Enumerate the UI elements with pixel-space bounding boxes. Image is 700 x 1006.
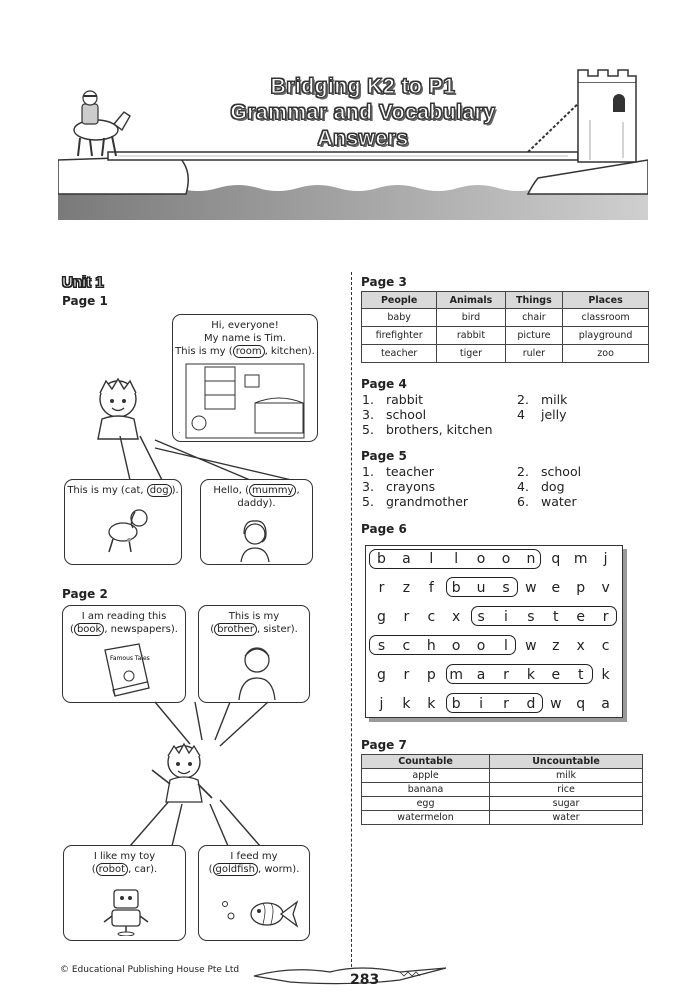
- table-cell: playground: [563, 327, 649, 345]
- table-row: [362, 309, 649, 327]
- grid-letter: o: [451, 638, 461, 654]
- grid-letter: n: [526, 551, 536, 567]
- grid-letter: r: [503, 696, 509, 712]
- title-line-3: Answers: [317, 127, 409, 150]
- unit-title: Unit 1: [62, 274, 104, 291]
- tim-line-2: My name is Tim.: [204, 333, 286, 344]
- table-cell: bird: [437, 309, 505, 327]
- grid-letter: c: [601, 638, 610, 654]
- grid-letter: g: [377, 667, 386, 683]
- goldfish-speech-bubble: [198, 845, 310, 941]
- title-line-2: Grammar and Vocabulary: [230, 101, 496, 124]
- table-cell: banana: [362, 783, 490, 797]
- brother-line-2: [199, 623, 309, 636]
- mother-icon: [235, 518, 275, 562]
- grid-letter: l: [429, 551, 434, 567]
- page7-header-uncountable: Uncountable: [490, 755, 643, 769]
- mummy-speech-bubble: [200, 479, 313, 565]
- grid-letter: b: [451, 696, 461, 712]
- goldfish-line-b: , worm).: [257, 864, 300, 875]
- grid-letter: b: [451, 580, 461, 596]
- table-row: [362, 783, 643, 797]
- circled-answer-room: room: [233, 345, 265, 358]
- grid-letter: w: [550, 696, 562, 712]
- table-cell: sugar: [490, 797, 643, 811]
- answer-text: dog: [541, 479, 565, 494]
- table-row: [362, 327, 649, 345]
- grid-letter: w: [525, 638, 537, 654]
- grid-letter: p: [576, 580, 586, 596]
- mummy-line-2: daddy).: [237, 498, 276, 509]
- grid-letter: t: [553, 609, 559, 625]
- robot-line-b: , car).: [128, 864, 158, 875]
- grid-letter: c: [402, 638, 411, 654]
- grid-letter: r: [503, 667, 509, 683]
- answer-number: 2.: [517, 392, 529, 407]
- table-cell: water: [490, 811, 643, 825]
- robot-speech-bubble: [63, 845, 186, 941]
- grid-letter: i: [504, 609, 508, 625]
- answer-text: rabbit: [386, 392, 424, 407]
- grid-letter: d: [526, 696, 536, 712]
- page3-header-people: People: [362, 292, 437, 309]
- table-cell: watermelon: [362, 811, 490, 825]
- dog-speech-bubble: [64, 479, 182, 565]
- table-row: [362, 769, 643, 783]
- dog-line-a: This is my (cat,: [67, 485, 147, 496]
- table-cell: ruler: [505, 345, 563, 363]
- page3-table: [361, 291, 649, 363]
- copyright-notice: © Educational Publishing House Pte Ltd: [60, 965, 240, 975]
- grid-letter: a: [601, 696, 610, 712]
- mummy-line-a: Hello, (: [213, 485, 249, 496]
- tim-line-3-a: This is my: [175, 346, 229, 357]
- column-divider: [351, 272, 352, 972]
- grid-letter: r: [403, 667, 410, 683]
- goldfish-icon: [217, 886, 303, 938]
- robot-line-2: [64, 863, 185, 876]
- grid-letter: v: [601, 580, 610, 596]
- grid-letter: e: [551, 580, 561, 596]
- answer-text: teacher: [386, 464, 434, 479]
- table-row: [362, 797, 643, 811]
- grid-letter: f: [428, 580, 434, 596]
- answer-text: crayons: [386, 479, 436, 494]
- dog-line: [65, 480, 181, 497]
- page4-answers: [362, 392, 672, 437]
- answer-number: 6.: [517, 494, 529, 509]
- robot-line-1: I like my toy: [93, 851, 156, 862]
- dog-line-b: ).: [171, 485, 179, 496]
- book-speech-bubble: [62, 605, 186, 703]
- grid-letter: x: [576, 638, 585, 654]
- page6-label: Page 6: [361, 522, 407, 536]
- table-cell: teacher: [362, 345, 437, 363]
- grid-letter: b: [377, 551, 386, 567]
- table-cell: rice: [490, 783, 643, 797]
- table-cell: egg: [362, 797, 490, 811]
- bedroom-picture: [185, 363, 305, 439]
- table-row: [362, 345, 649, 363]
- grid-letter: e: [576, 609, 585, 625]
- list-item: [362, 494, 672, 509]
- grid-letter: k: [402, 696, 411, 712]
- grid-letter: u: [476, 580, 486, 596]
- answer-text: brothers, kitchen: [386, 422, 493, 437]
- page3-header-things: Things: [505, 292, 563, 309]
- table-cell: apple: [362, 769, 490, 783]
- answer-number: 3.: [362, 407, 374, 422]
- grid-letter: s: [527, 609, 535, 625]
- dog-icon: [95, 502, 155, 554]
- answer-number: 5.: [362, 494, 374, 509]
- robot-paren: (: [91, 864, 96, 875]
- page3-label: Page 3: [361, 275, 407, 289]
- page-title: [198, 74, 528, 152]
- answer-text: water: [541, 494, 577, 509]
- grid-letter: g: [377, 609, 386, 625]
- grid-letter: s: [502, 580, 510, 596]
- page4-label: Page 4: [361, 377, 407, 391]
- answer-text: school: [541, 464, 582, 479]
- table-cell: rabbit: [437, 327, 505, 345]
- page7-header-row: [362, 755, 643, 769]
- list-item: [362, 392, 672, 407]
- grid-letter: k: [526, 667, 535, 683]
- circled-answer-mummy: mummy: [249, 484, 296, 497]
- table-cell: picture: [505, 327, 563, 345]
- table-cell: firefighter: [362, 327, 437, 345]
- grid-letter: r: [403, 609, 410, 625]
- book-line-1: I am reading this: [81, 611, 167, 622]
- brother-line-b: , sister).: [256, 624, 298, 635]
- circled-answer-robot: robot: [96, 863, 128, 876]
- grid-letter: r: [378, 580, 385, 596]
- grid-letter: z: [402, 580, 411, 596]
- list-item: [362, 479, 672, 494]
- grid-letter: s: [377, 638, 386, 654]
- page7-header-countable: Countable: [362, 755, 490, 769]
- brother-line-1: This is my: [228, 611, 280, 622]
- tim-line-3-b: , kitchen).: [264, 346, 315, 357]
- grid-letter: j: [379, 696, 384, 712]
- page2-label: Page 2: [62, 587, 108, 601]
- circled-answer-goldfish: goldfish: [213, 863, 258, 876]
- answer-number: 1.: [362, 392, 374, 407]
- boy-waving-icon: [150, 740, 220, 806]
- goldfish-line-1: I feed my: [230, 851, 278, 862]
- tim-line-3-paren: (: [228, 346, 233, 357]
- grid-letter: m: [573, 551, 588, 567]
- page1-label: Page 1: [62, 294, 108, 308]
- brother-icon: [235, 642, 279, 700]
- grid-letter: i: [479, 696, 484, 712]
- page-number: 283: [350, 972, 380, 988]
- title-line-1: Bridging K2 to P1: [270, 75, 456, 98]
- grid-letter: e: [551, 667, 561, 683]
- grid-letter: m: [449, 667, 463, 683]
- table-row: [362, 811, 643, 825]
- brother-paren: (: [210, 624, 215, 635]
- grid-letter: s: [477, 609, 485, 625]
- grid-letter: x: [452, 609, 461, 625]
- grid-letter: l: [504, 638, 508, 654]
- brother-speech-bubble: [198, 605, 310, 703]
- table-cell: tiger: [437, 345, 505, 363]
- header-banner: [58, 60, 648, 220]
- answer-number: 4: [517, 407, 525, 422]
- answer-number: 4.: [517, 479, 529, 494]
- grid-letter: q: [551, 551, 561, 567]
- table-cell: baby: [362, 309, 437, 327]
- knight-icon: [74, 91, 130, 156]
- circled-answer-book: book: [74, 623, 104, 636]
- grid-letter: t: [577, 667, 584, 683]
- answer-number: 5.: [362, 422, 374, 437]
- answer-text: jelly: [541, 407, 567, 422]
- book-cover-text: Famous Tales: [110, 655, 150, 662]
- answer-text: milk: [541, 392, 568, 407]
- grid-letter: c: [427, 609, 436, 625]
- list-item: [362, 422, 672, 437]
- grid-letter: q: [576, 696, 586, 712]
- tim-speech-bubble: [172, 314, 318, 442]
- book-paren: (: [70, 624, 74, 635]
- goldfish-paren: (: [208, 864, 213, 875]
- grid-letter: w: [525, 580, 537, 596]
- answer-number: 1.: [362, 464, 374, 479]
- list-item: [362, 464, 672, 479]
- grid-letter: a: [402, 551, 411, 567]
- table-cell: classroom: [563, 309, 649, 327]
- grid-letter: a: [476, 667, 486, 683]
- book-line-2: [63, 623, 185, 636]
- page7-table: [361, 754, 643, 825]
- answer-text: school: [386, 407, 427, 422]
- table-cell: milk: [490, 769, 643, 783]
- page3-header-animals: Animals: [437, 292, 505, 309]
- grid-letter: k: [427, 696, 436, 712]
- robot-icon: [102, 886, 150, 936]
- answer-number: 3.: [362, 479, 374, 494]
- table-cell: zoo: [563, 345, 649, 363]
- page5-label: Page 5: [361, 449, 407, 463]
- grid-letter: o: [476, 638, 486, 654]
- grid-letter: o: [476, 551, 486, 567]
- grid-letter: p: [426, 667, 436, 683]
- answer-text: grandmother: [386, 494, 469, 509]
- grid-letter: k: [601, 667, 610, 683]
- grid-letter: h: [426, 638, 436, 654]
- circled-answer-dog: dog: [147, 484, 172, 497]
- page5-answers: [362, 464, 672, 509]
- tim-line-1: Hi, everyone!: [211, 320, 279, 331]
- table-cell: chair: [505, 309, 563, 327]
- grid-letter: z: [552, 638, 560, 654]
- book-line-b: , newspapers).: [104, 624, 178, 635]
- page7-label: Page 7: [361, 738, 407, 752]
- book-icon: [99, 642, 153, 700]
- grid-letter: l: [454, 551, 459, 567]
- mummy-line-b: ,: [296, 485, 300, 496]
- word-search-grid: [365, 545, 623, 718]
- circled-answer-brother: brother: [214, 623, 257, 636]
- grid-letter: r: [602, 609, 609, 625]
- goldfish-line-2: [199, 863, 309, 876]
- grid-letter: j: [603, 551, 608, 567]
- answer-number: 2.: [517, 464, 529, 479]
- page3-header-row: [362, 292, 649, 309]
- mummy-line-1: [201, 480, 312, 497]
- page3-header-places: Places: [563, 292, 649, 309]
- grid-letter: o: [501, 551, 511, 567]
- tim-line-3: [173, 345, 317, 358]
- list-item: [362, 407, 672, 422]
